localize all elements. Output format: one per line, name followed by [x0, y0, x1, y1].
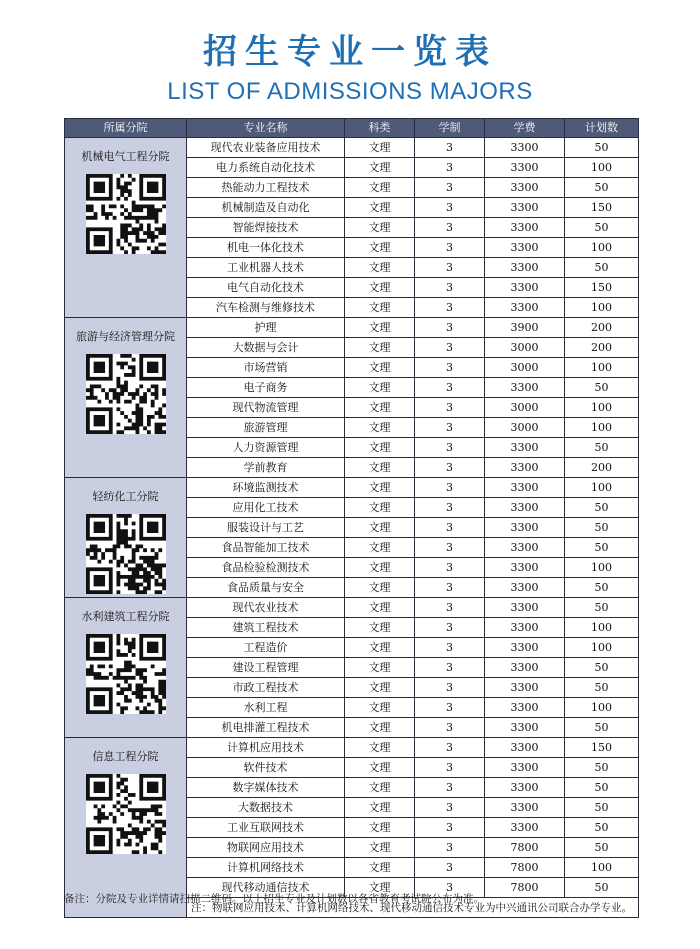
category-cell: 文理: [345, 338, 415, 358]
plan-cell: 50: [565, 138, 639, 158]
plan-cell: 50: [565, 218, 639, 238]
fee-cell: 3300: [485, 158, 565, 178]
major-name-cell: 大数据技术: [187, 798, 345, 818]
category-cell: 文理: [345, 618, 415, 638]
fee-cell: 3300: [485, 458, 565, 478]
table-row: [65, 598, 639, 618]
department-name: 轻纺化工分院: [92, 490, 159, 503]
plan-cell: 50: [565, 658, 639, 678]
major-name-cell: 电子商务: [187, 378, 345, 398]
category-cell: 文理: [345, 438, 415, 458]
category-cell: 文理: [345, 698, 415, 718]
department-cell: [65, 598, 187, 738]
years-cell: 3: [415, 818, 485, 838]
department-cell: [65, 138, 187, 318]
plan-cell: 50: [565, 678, 639, 698]
plan-cell: 50: [565, 598, 639, 618]
major-name-cell: 软件技术: [187, 758, 345, 778]
fee-cell: 3300: [485, 678, 565, 698]
years-cell: 3: [415, 458, 485, 478]
table-row: [65, 738, 639, 758]
plan-cell: 100: [565, 478, 639, 498]
fee-cell: 3300: [485, 658, 565, 678]
fee-cell: 3300: [485, 798, 565, 818]
fee-cell: 3300: [485, 178, 565, 198]
category-cell: 文理: [345, 598, 415, 618]
fee-cell: 3300: [485, 198, 565, 218]
major-name-cell: 应用化工技术: [187, 498, 345, 518]
fee-cell: 3300: [485, 738, 565, 758]
plan-cell: 100: [565, 238, 639, 258]
category-cell: 文理: [345, 458, 415, 478]
years-cell: 3: [415, 358, 485, 378]
major-name-cell: 水利工程: [187, 698, 345, 718]
fee-cell: 3300: [485, 278, 565, 298]
major-name-cell: 现代移动通信技术: [187, 878, 345, 898]
years-cell: 3: [415, 578, 485, 598]
category-cell: 文理: [345, 858, 415, 878]
plan-cell: 100: [565, 158, 639, 178]
table-note: 注：物联网应用技术、计算机网络技术、现代移动通信技术专业为中兴通讯公司联合办学专业。: [187, 898, 639, 918]
major-name-cell: 学前教育: [187, 458, 345, 478]
major-name-cell: 汽车检测与维修技术: [187, 298, 345, 318]
category-cell: 文理: [345, 538, 415, 558]
major-name-cell: 电力系统自动化技术: [187, 158, 345, 178]
category-cell: 文理: [345, 178, 415, 198]
plan-cell: 150: [565, 198, 639, 218]
major-name-cell: 计算机网络技术: [187, 858, 345, 878]
fee-cell: 3300: [485, 818, 565, 838]
category-cell: 文理: [345, 218, 415, 238]
fee-cell: 3000: [485, 418, 565, 438]
plan-cell: 50: [565, 838, 639, 858]
major-name-cell: 旅游管理: [187, 418, 345, 438]
plan-cell: 200: [565, 318, 639, 338]
years-cell: 3: [415, 218, 485, 238]
category-cell: 文理: [345, 738, 415, 758]
category-cell: 文理: [345, 558, 415, 578]
major-name-cell: 建设工程管理: [187, 658, 345, 678]
table-row: [65, 318, 639, 338]
years-cell: 3: [415, 418, 485, 438]
years-cell: 3: [415, 618, 485, 638]
plan-cell: 50: [565, 758, 639, 778]
years-cell: 3: [415, 778, 485, 798]
category-cell: 文理: [345, 578, 415, 598]
category-cell: 文理: [345, 658, 415, 678]
major-name-cell: 计算机应用技术: [187, 738, 345, 758]
years-cell: 3: [415, 318, 485, 338]
plan-cell: 100: [565, 558, 639, 578]
category-cell: 文理: [345, 798, 415, 818]
fee-cell: 3300: [485, 378, 565, 398]
category-cell: 文理: [345, 358, 415, 378]
years-cell: 3: [415, 598, 485, 618]
table-body: [65, 138, 639, 918]
plan-cell: 50: [565, 578, 639, 598]
department-name: 信息工程分院: [92, 750, 159, 763]
header-major: 专业名称: [187, 119, 345, 138]
years-cell: 3: [415, 558, 485, 578]
major-name-cell: 机械制造及自动化: [187, 198, 345, 218]
major-name-cell: 物联网应用技术: [187, 838, 345, 858]
fee-cell: 3300: [485, 558, 565, 578]
category-cell: 文理: [345, 478, 415, 498]
header-category: 科类: [345, 119, 415, 138]
header-years: 学制: [415, 119, 485, 138]
category-cell: 文理: [345, 838, 415, 858]
major-name-cell: 建筑工程技术: [187, 618, 345, 638]
header-department: 所属分院: [65, 119, 187, 138]
years-cell: 3: [415, 878, 485, 898]
table-row: [65, 138, 639, 158]
years-cell: 3: [415, 298, 485, 318]
plan-cell: 50: [565, 818, 639, 838]
plan-cell: 50: [565, 438, 639, 458]
major-name-cell: 大数据与会计: [187, 338, 345, 358]
fee-cell: 3900: [485, 318, 565, 338]
category-cell: 文理: [345, 638, 415, 658]
fee-cell: 3300: [485, 618, 565, 638]
category-cell: 文理: [345, 158, 415, 178]
plan-cell: 50: [565, 258, 639, 278]
years-cell: 3: [415, 638, 485, 658]
major-name-cell: 市场营销: [187, 358, 345, 378]
major-name-cell: 食品智能加工技术: [187, 538, 345, 558]
fee-cell: 3300: [485, 778, 565, 798]
plan-cell: 100: [565, 358, 639, 378]
category-cell: 文理: [345, 518, 415, 538]
years-cell: 3: [415, 518, 485, 538]
years-cell: 3: [415, 798, 485, 818]
years-cell: 3: [415, 158, 485, 178]
category-cell: 文理: [345, 238, 415, 258]
years-cell: 3: [415, 398, 485, 418]
years-cell: 3: [415, 378, 485, 398]
table-row: [65, 478, 639, 498]
years-cell: 3: [415, 498, 485, 518]
header-fee: 学费: [485, 119, 565, 138]
plan-cell: 100: [565, 638, 639, 658]
category-cell: 文理: [345, 398, 415, 418]
qr-code-icon[interactable]: [86, 354, 166, 434]
header-plan: 计划数: [565, 119, 639, 138]
fee-cell: 3300: [485, 638, 565, 658]
category-cell: 文理: [345, 818, 415, 838]
major-name-cell: 现代农业技术: [187, 598, 345, 618]
category-cell: 文理: [345, 498, 415, 518]
category-cell: 文理: [345, 718, 415, 738]
plan-cell: 100: [565, 858, 639, 878]
years-cell: 3: [415, 858, 485, 878]
plan-cell: 50: [565, 518, 639, 538]
major-name-cell: 市政工程技术: [187, 678, 345, 698]
plan-cell: 100: [565, 698, 639, 718]
years-cell: 3: [415, 718, 485, 738]
years-cell: 3: [415, 758, 485, 778]
years-cell: 3: [415, 138, 485, 158]
category-cell: 文理: [345, 778, 415, 798]
admissions-table: [64, 118, 639, 918]
category-cell: 文理: [345, 758, 415, 778]
major-name-cell: 电气自动化技术: [187, 278, 345, 298]
major-name-cell: 人力资源管理: [187, 438, 345, 458]
plan-cell: 150: [565, 738, 639, 758]
department-name: 机械电气工程分院: [81, 150, 170, 163]
years-cell: 3: [415, 338, 485, 358]
qr-code-icon[interactable]: [86, 514, 166, 594]
major-name-cell: 服装设计与工艺: [187, 518, 345, 538]
years-cell: 3: [415, 838, 485, 858]
plan-cell: 100: [565, 618, 639, 638]
fee-cell: 3000: [485, 398, 565, 418]
category-cell: 文理: [345, 138, 415, 158]
plan-cell: 200: [565, 338, 639, 358]
fee-cell: 3300: [485, 518, 565, 538]
fee-cell: 3300: [485, 298, 565, 318]
plan-cell: 50: [565, 178, 639, 198]
fee-cell: 3300: [485, 718, 565, 738]
fee-cell: 7800: [485, 878, 565, 898]
major-name-cell: 环境监测技术: [187, 478, 345, 498]
major-name-cell: 数字媒体技术: [187, 778, 345, 798]
years-cell: 3: [415, 278, 485, 298]
major-name-cell: 护理: [187, 318, 345, 338]
qr-code-icon[interactable]: [86, 174, 166, 254]
category-cell: 文理: [345, 878, 415, 898]
department-cell: [65, 318, 187, 478]
category-cell: 文理: [345, 418, 415, 438]
fee-cell: 3000: [485, 338, 565, 358]
years-cell: 3: [415, 738, 485, 758]
plan-cell: 50: [565, 798, 639, 818]
plan-cell: 100: [565, 298, 639, 318]
plan-cell: 150: [565, 278, 639, 298]
major-name-cell: 食品质量与安全: [187, 578, 345, 598]
years-cell: 3: [415, 658, 485, 678]
major-name-cell: 食品检验检测技术: [187, 558, 345, 578]
page-title: 招生专业一览表: [203, 32, 497, 72]
qr-code-icon[interactable]: [86, 634, 166, 714]
years-cell: 3: [415, 538, 485, 558]
years-cell: 3: [415, 258, 485, 278]
major-name-cell: 热能动力工程技术: [187, 178, 345, 198]
years-cell: 3: [415, 478, 485, 498]
fee-cell: 3300: [485, 218, 565, 238]
department-cell: [65, 478, 187, 598]
fee-cell: 3300: [485, 758, 565, 778]
category-cell: 文理: [345, 298, 415, 318]
major-name-cell: 机电排灌工程技术: [187, 718, 345, 738]
category-cell: 文理: [345, 378, 415, 398]
category-cell: 文理: [345, 678, 415, 698]
page-subtitle: LIST OF ADMISSIONS MAJORS: [167, 78, 533, 105]
plan-cell: 200: [565, 458, 639, 478]
plan-cell: 50: [565, 498, 639, 518]
years-cell: 3: [415, 238, 485, 258]
fee-cell: 3300: [485, 438, 565, 458]
fee-cell: 3300: [485, 258, 565, 278]
fee-cell: 7800: [485, 838, 565, 858]
fee-cell: 3300: [485, 698, 565, 718]
plan-cell: 50: [565, 538, 639, 558]
years-cell: 3: [415, 678, 485, 698]
category-cell: 文理: [345, 318, 415, 338]
category-cell: 文理: [345, 198, 415, 218]
plan-cell: 50: [565, 378, 639, 398]
qr-code-icon[interactable]: [86, 774, 166, 854]
major-name-cell: 机电一体化技术: [187, 238, 345, 258]
plan-cell: 100: [565, 398, 639, 418]
years-cell: 3: [415, 698, 485, 718]
fee-cell: 7800: [485, 858, 565, 878]
fee-cell: 3300: [485, 578, 565, 598]
fee-cell: 3300: [485, 538, 565, 558]
plan-cell: 50: [565, 778, 639, 798]
fee-cell: 3300: [485, 598, 565, 618]
department-name: 旅游与经济管理分院: [76, 330, 175, 343]
category-cell: 文理: [345, 258, 415, 278]
plan-cell: 50: [565, 878, 639, 898]
category-cell: 文理: [345, 278, 415, 298]
major-name-cell: 工业互联网技术: [187, 818, 345, 838]
fee-cell: 3000: [485, 358, 565, 378]
fee-cell: 3300: [485, 138, 565, 158]
years-cell: 3: [415, 438, 485, 458]
table-header-row: [65, 119, 639, 138]
years-cell: 3: [415, 198, 485, 218]
footnote: 备注：分院及专业详情请扫描二维码。以上招生专业及计划数以各省教育考试院公布为准。: [64, 893, 484, 905]
fee-cell: 3300: [485, 478, 565, 498]
major-name-cell: 现代物流管理: [187, 398, 345, 418]
years-cell: 3: [415, 178, 485, 198]
department-name: 水利建筑工程分院: [81, 610, 170, 623]
plan-cell: 50: [565, 718, 639, 738]
major-name-cell: 智能焊接技术: [187, 218, 345, 238]
plan-cell: 100: [565, 418, 639, 438]
major-name-cell: 工程造价: [187, 638, 345, 658]
fee-cell: 3300: [485, 498, 565, 518]
fee-cell: 3300: [485, 238, 565, 258]
major-name-cell: 工业机器人技术: [187, 258, 345, 278]
major-name-cell: 现代农业装备应用技术: [187, 138, 345, 158]
